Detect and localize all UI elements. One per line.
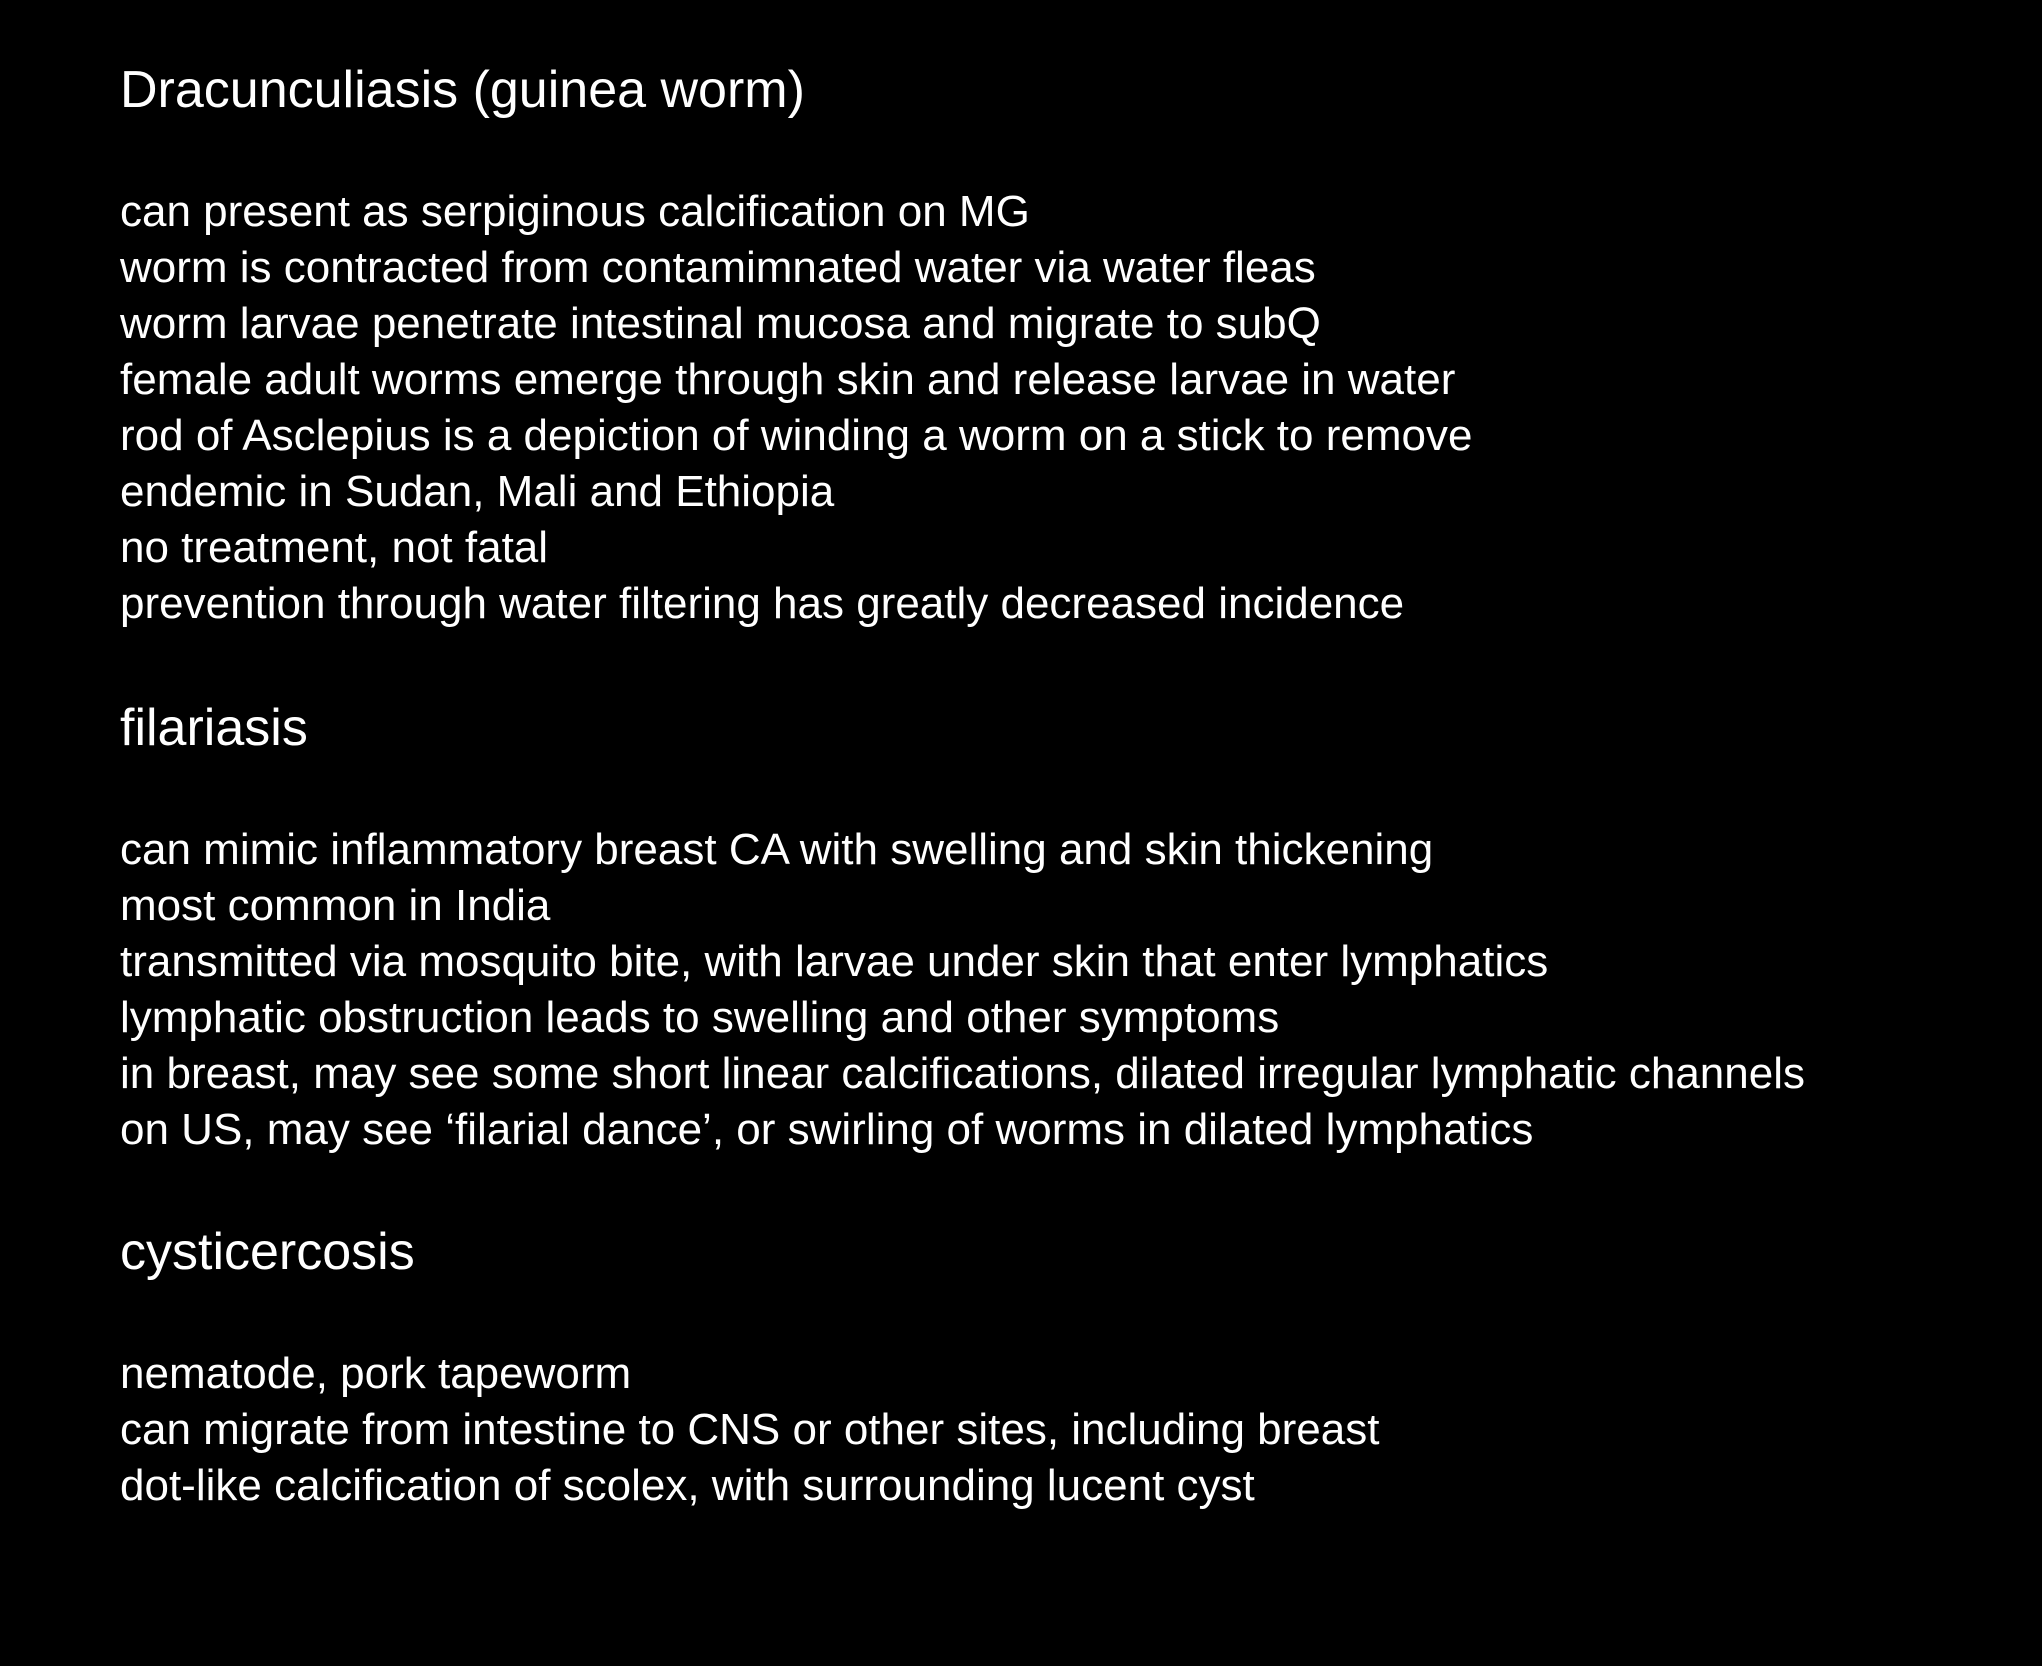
section-filariasis: [120, 694, 2020, 1158]
list-item: most common in India: [120, 881, 551, 930]
list-item: can present as serpiginous calcification on MG: [120, 187, 1030, 236]
list-item: on US, may see ‘filarial dance’, or swirling of worms in dilated lymphatics: [120, 1105, 1534, 1154]
list-item: worm larvae penetrate intestinal mucosa and migrate to subQ: [120, 299, 1321, 348]
list-item: no treatment, not fatal: [120, 523, 549, 572]
section-title: filariasis: [120, 699, 308, 757]
list-item: can migrate from intestine to CNS or other sites, including breast: [120, 1405, 1380, 1454]
list-item: female adult worms emerge through skin and release larvae in water: [120, 355, 1456, 404]
list-item: in breast, may see some short linear calcifications, dilated irregular lymphatic channels: [120, 1049, 1805, 1098]
list-item: dot-like calcification of scolex, with surrounding lucent cyst: [120, 1461, 1255, 1510]
list-item: lymphatic obstruction leads to swelling and other symptoms: [120, 993, 1280, 1042]
list-item: prevention through water filtering has greatly decreased incidence: [120, 579, 1405, 628]
list-item: rod of Asclepius is a depiction of winding a worm on a stick to remove: [120, 411, 1473, 460]
list-item: worm is contracted from contamimnated water via water fleas: [120, 243, 1316, 292]
list-item: can mimic inflammatory breast CA with swelling and skin thickening: [120, 825, 1434, 874]
list-item: endemic in Sudan, Mali and Ethiopia: [120, 467, 835, 516]
section-dracunculiasis: [120, 56, 2020, 632]
section-title: Dracunculiasis (guinea worm): [120, 61, 805, 119]
slide-content: [120, 56, 2020, 1514]
section-lines: [120, 184, 2020, 632]
section-lines: [120, 1346, 2020, 1514]
list-item: nematode, pork tapeworm: [120, 1349, 632, 1398]
section-cysticercosis: [120, 1218, 2020, 1514]
section-lines: [120, 822, 2020, 1158]
section-title: cysticercosis: [120, 1223, 415, 1281]
list-item: transmitted via mosquito bite, with larvae under skin that enter lymphatics: [120, 937, 1549, 986]
